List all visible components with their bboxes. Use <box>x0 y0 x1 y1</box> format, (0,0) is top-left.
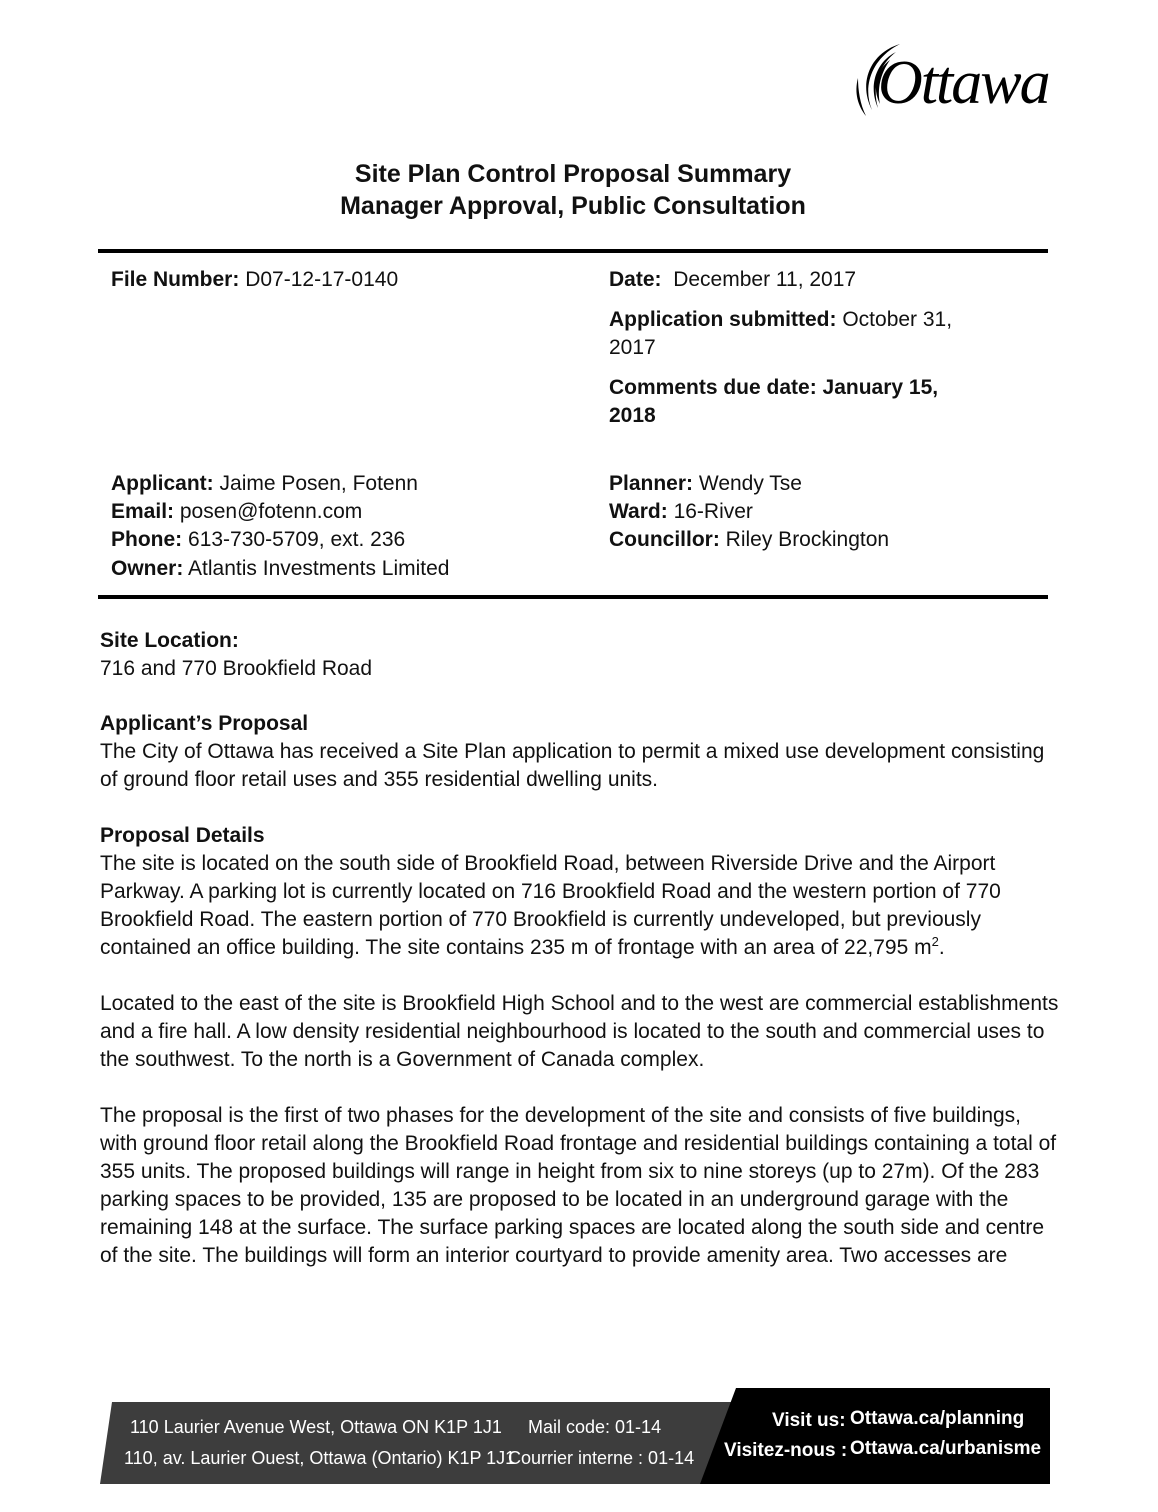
councillor <box>609 526 889 554</box>
footer-visit-label-fr: Visitez-nous : <box>724 1440 848 1461</box>
planner-value: Wendy Tse <box>698 472 802 495</box>
details-paragraph-2: Located to the east of the site is Brookfield High School and to the west are commercial establishments and a fire hall. A low density residential neighbourhood is located to the south and commercial uses to the southwest. To the north is a Government of Canada complex. <box>100 992 1059 1071</box>
planner <box>609 470 802 498</box>
proposal-heading: Applicant’s Proposal <box>100 712 309 735</box>
owner <box>111 555 449 583</box>
bottom-divider <box>98 595 1048 599</box>
proposal-text: The City of Ottawa has received a Site Plan application to permit a mixed use development consisting of ground floor retail uses and 355 residential dwelling units. <box>100 740 1045 791</box>
city-of-ottawa-logo <box>850 38 1050 128</box>
submitted-label: Application submitted: <box>609 308 837 331</box>
date-value: December 11, 2017 <box>673 268 857 291</box>
applicant-value: Jaime Posen, Fotenn <box>219 472 418 495</box>
footer-banner <box>100 1388 1050 1484</box>
period: . <box>938 936 945 959</box>
top-divider <box>98 249 1048 253</box>
details-paragraph-1-text: The site is located on the south side of Brookfield Road, between Riverside Drive and the Airport Parkway. A parking lot is currently located on 716 Brookfield Road and the western portion of 770 Brookfield Road. The eastern portion of 770 Brookfield is currently undeveloped, but previously contained an office building. The site contains 235 m of frontage with an area of 22,795 m <box>100 852 1001 959</box>
details-paragraph-3: The proposal is the first of two phases for the development of the site and consists of five buildings, with ground floor retail along the Brookfield Road frontage and residential buildings containing a total of 355 units. The proposed buildings will range in height from six to nine storeys (up to 27m). Of the 283 parking spaces to be provided, 135 are proposed to be located in an underground garage with the remaining 148 at the surface. The surface parking spaces are located along the south side and centre of the site. The buildings will form an interior courtyard to provide amenity area. Two accesses are <box>100 1104 1057 1267</box>
planner-label: Planner: <box>609 472 694 495</box>
footer-visit-url-en[interactable]: Ottawa.ca/planning <box>850 1408 1025 1429</box>
applicant <box>111 470 418 498</box>
councillor-label: Councillor: <box>609 528 720 551</box>
site-location-section <box>100 627 1060 711</box>
email-value[interactable]: posen@fotenn.com <box>179 500 363 523</box>
details-heading: Proposal Details <box>100 824 265 847</box>
footer-visit-label-en: Visit us: <box>772 1410 846 1431</box>
site-location-text: 716 and 770 Brookfield Road <box>100 657 373 680</box>
footer-mail-code-en: Mail code: 01-14 <box>528 1417 662 1437</box>
due-label: Comments due date: <box>609 376 817 399</box>
owner-label: Owner: <box>111 557 184 580</box>
logo-wordmark: Ottawa <box>878 49 1049 117</box>
date-label: Date: <box>609 268 662 291</box>
site-location-heading: Site Location: <box>100 629 239 652</box>
application-submitted <box>609 306 1029 362</box>
proposal-details-section <box>100 822 1060 1298</box>
phone <box>111 526 405 554</box>
page-subtitle: Manager Approval, Public Consultation <box>340 192 806 220</box>
comments-due-date <box>609 374 1029 430</box>
due-value: January 15, <box>822 376 939 399</box>
ward-label: Ward: <box>609 500 668 523</box>
submitted-value-year: 2017 <box>609 336 656 359</box>
file-number-value: D07-12-17-0140 <box>245 268 399 291</box>
footer-visit-url-fr[interactable]: Ottawa.ca/urbanisme <box>850 1438 1042 1459</box>
ward-value: 16-River <box>673 500 753 523</box>
superscript: 2 <box>931 934 939 949</box>
footer-mail-code-fr: Courrier interne : 01-14 <box>508 1448 695 1468</box>
phone-label: Phone: <box>111 528 183 551</box>
email <box>111 498 362 526</box>
submitted-value: October 31, <box>842 308 953 331</box>
phone-value: 613-730-5709, ext. 236 <box>188 528 406 551</box>
details-paragraph-1 <box>100 850 1060 962</box>
footer-address-fr: 110, av. Laurier Ouest, Ottawa (Ontario) K1P 1J1 <box>124 1448 516 1468</box>
applicant-label: Applicant: <box>111 472 214 495</box>
page-title: Site Plan Control Proposal Summary <box>354 160 792 188</box>
ward <box>609 498 753 526</box>
councillor-value: Riley Brockington <box>725 528 890 551</box>
file-number <box>111 266 398 294</box>
date <box>609 266 856 294</box>
email-label: Email: <box>111 500 175 523</box>
owner-value: Atlantis Investments Limited <box>188 557 450 580</box>
due-value-year: 2018 <box>609 404 656 427</box>
file-number-label: File Number: <box>111 268 240 291</box>
applicant-proposal-section <box>100 710 1060 822</box>
footer-address-en: 110 Laurier Avenue West, Ottawa ON K1P 1J1 <box>130 1417 502 1437</box>
